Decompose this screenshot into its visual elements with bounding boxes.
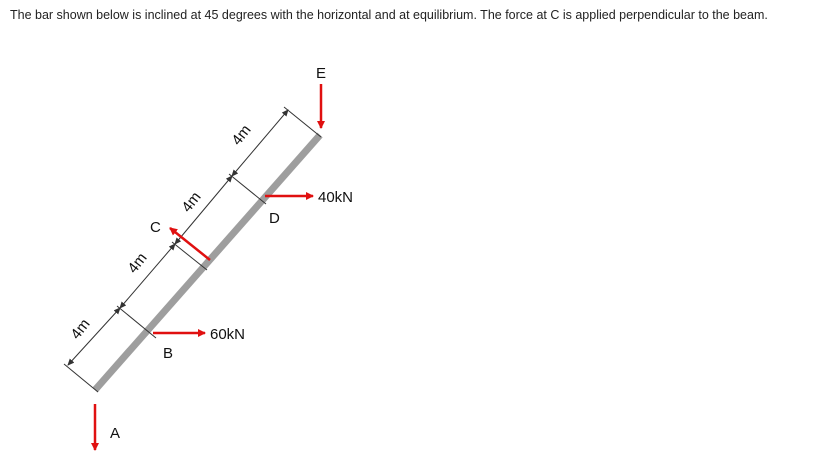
dimension-line xyxy=(64,107,321,392)
problem-statement: The bar shown below is inclined at 45 degrees with the horizontal and at equilibrium. The force at C is applied perpendicular to the beam. xyxy=(10,8,768,22)
dimension-label-2: 4m xyxy=(124,249,151,277)
extension-line-a xyxy=(64,364,98,392)
point-label-e: E xyxy=(316,65,327,82)
force-arrow-c xyxy=(170,228,210,260)
point-label-b: B xyxy=(163,345,174,362)
point-label-c: C xyxy=(150,219,161,236)
force-label-d: 40kN xyxy=(318,189,354,206)
dimension-label-4: 4m xyxy=(228,121,255,149)
dimension-label-3: 4m xyxy=(178,188,205,216)
extension-line-d xyxy=(229,174,266,204)
point-label-a: A xyxy=(110,425,121,442)
dimension-segment-2 xyxy=(120,244,175,308)
extension-line-c xyxy=(172,242,207,270)
dimension-label-1: 4m xyxy=(67,315,94,343)
extension-line-e xyxy=(284,107,321,137)
force-label-b: 60kN xyxy=(210,326,246,343)
extension-line-b xyxy=(117,306,156,338)
point-label-d: D xyxy=(269,210,280,227)
